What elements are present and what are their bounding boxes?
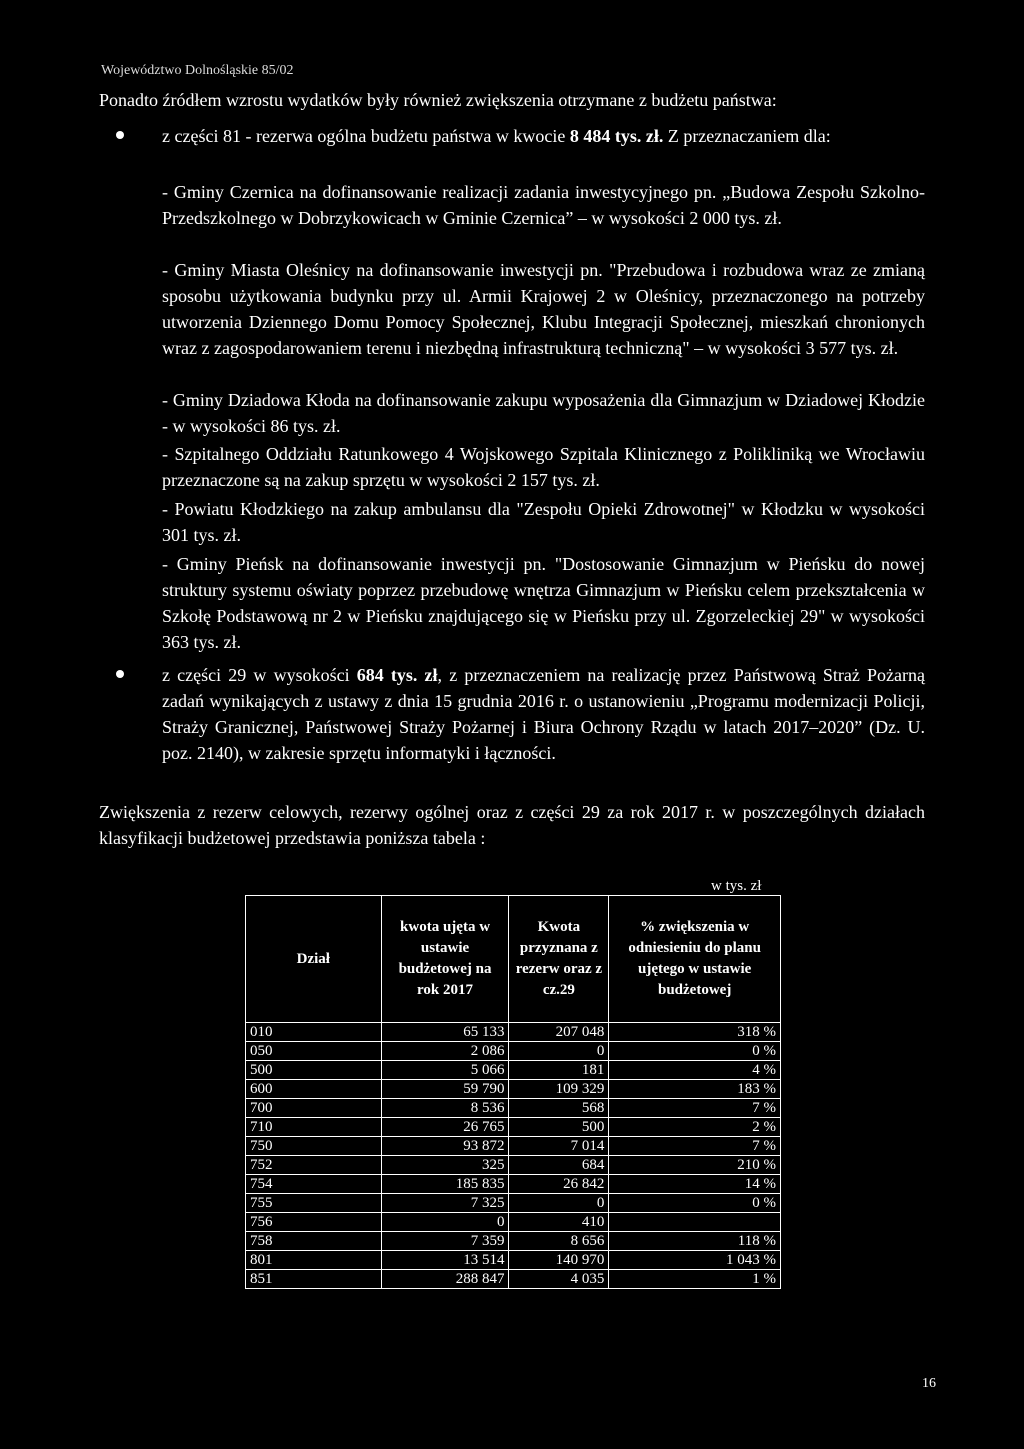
table-row: [246, 1042, 781, 1061]
table-cell: 2 086: [381, 1042, 509, 1061]
table-cell: 5 066: [381, 1061, 509, 1080]
table-cell: 1 %: [609, 1270, 781, 1289]
table-row: [246, 1061, 781, 1080]
table-cell: 0: [509, 1194, 609, 1213]
allocation-item: - Szpitalnego Oddziału Ratunkowego 4 Wojskowego Szpitala Klinicznego z Polikliniką we Wrocławiu przeznaczone są na zakup sprzętu w wysokości 2 157 tys. zł.: [162, 444, 925, 490]
table-row: [246, 1232, 781, 1251]
bullet-paragraph-1: [162, 123, 925, 149]
table-cell: 0 %: [609, 1194, 781, 1213]
table-cell: 13 514: [381, 1251, 509, 1270]
table-cell: 0: [509, 1042, 609, 1061]
budget-table: [245, 895, 781, 1289]
table-unit-label: w tys. zł: [711, 878, 762, 894]
header-kwota-przyznana: Kwota przyznana z rezerw oraz z cz.29: [509, 896, 609, 1023]
table-cell: 8 656: [509, 1232, 609, 1251]
table-cell: 7 325: [381, 1194, 509, 1213]
table-cell: 183 %: [609, 1080, 781, 1099]
bullet1-amount: 8 484 tys. zł.: [569, 126, 664, 146]
allocation-item: - Gminy Miasta Oleśnicy na dofinansowanie inwestycji pn. "Przebudowa i rozbudowa wraz ze zmianą sposobu użytkowania budynku przy ul. Armii Krajowej 2 w Oleśnicy, przeznaczonego na potrzeby utworzenia Dziennego Domu Pomocy Społecznej, Klubu Integracji Społecznej, mieszkań chronionych wraz z zagospodarowaniem terenu i niezbędną infrastrukturą techniczną" – w wysokości 3 577 tys. zł.: [162, 260, 925, 358]
bullet2-post: , z przeznaczeniem na realizację przez Państwową Straż Pożarną zadań wynikających z ustawy z dnia 15 grudnia 2016 r. o ustanowieniu „Programu modernizacji Policji, Straży Granicznej, Państwowej Straży Pożarnej i Biura Ochrony Rządu w latach 2017–2020” (Dz. U. poz. 2140), w zakresie sprzętu informatyki i łączności.: [162, 665, 926, 763]
table-header-row: [246, 896, 781, 1023]
table-cell: 109 329: [509, 1080, 609, 1099]
table-cell: 4 %: [609, 1061, 781, 1080]
table-cell: 801: [246, 1251, 382, 1270]
table-cell: 8 536: [381, 1099, 509, 1118]
allocation-item: - Powiatu Kłodzkiego na zakup ambulansu dla "Zespołu Opieki Zdrowotnej" w Kłodzku w wysokości 301 tys. zł.: [162, 499, 925, 545]
bullet2-pre: z części 29 w wysokości: [162, 665, 357, 685]
table-cell: 140 970: [509, 1251, 609, 1270]
page-number: 16: [922, 1376, 936, 1391]
table-cell: 500: [246, 1061, 382, 1080]
allocation-item: - Gminy Pieńsk na dofinansowanie inwestycji pn. "Dostosowanie Gimnazjum w Pieńsku do nowej struktury systemu oświaty poprzez przebudowę wnętrza Gimnazjum w Pieńsku celem przekształcenia w Szkołę Podstawową nr 2 w Pieńsku znajdującego się w Pieńsku przy ul. Zgorzeleckiej 29" w wysokości 363 tys. zł.: [162, 554, 925, 652]
allocation-item: - Gminy Dziadowa Kłoda na dofinansowanie zakupu wyposażenia dla Gimnazjum w Dziadowej Kłodzie - w wysokości 86 tys. zł.: [162, 390, 925, 436]
table-cell: 568: [509, 1099, 609, 1118]
table-cell: 185 835: [381, 1175, 509, 1194]
page-header: Województwo Dolnośląskie 85/02: [101, 63, 294, 78]
table-cell: 752: [246, 1156, 382, 1175]
table-row: [246, 1175, 781, 1194]
table-cell: 4 035: [509, 1270, 609, 1289]
table-cell: 181: [509, 1061, 609, 1080]
table-cell: 2 %: [609, 1118, 781, 1137]
table-cell: 050: [246, 1042, 382, 1061]
table-cell: 59 790: [381, 1080, 509, 1099]
header-dzial: Dział: [246, 896, 382, 1023]
table-cell: 010: [246, 1023, 382, 1042]
table-cell: 755: [246, 1194, 382, 1213]
table-cell: 754: [246, 1175, 382, 1194]
table-cell: [609, 1213, 781, 1232]
table-row: [246, 1118, 781, 1137]
table-row: [246, 1194, 781, 1213]
bullet1-post: Z przeznaczaniem dla:: [663, 126, 831, 146]
table-cell: 851: [246, 1270, 382, 1289]
table-cell: 210 %: [609, 1156, 781, 1175]
table-cell: 7 %: [609, 1137, 781, 1156]
table-cell: 65 133: [381, 1023, 509, 1042]
table-cell: 207 048: [509, 1023, 609, 1042]
table-row: [246, 1080, 781, 1099]
table-cell: 600: [246, 1080, 382, 1099]
table-row: [246, 1270, 781, 1289]
bullet2-amount: 684 tys. zł: [356, 665, 438, 685]
table-cell: 1 043 %: [609, 1251, 781, 1270]
table-cell: 118 %: [609, 1232, 781, 1251]
table-cell: 0: [381, 1213, 509, 1232]
table-cell: 750: [246, 1137, 382, 1156]
table-cell: 756: [246, 1213, 382, 1232]
intro-text: Ponadto źródłem wzrostu wydatków były również zwiększenia otrzymane z budżetu państwa:: [99, 90, 777, 110]
table-row: [246, 1023, 781, 1042]
table-cell: 325: [381, 1156, 509, 1175]
table-cell: 318 %: [609, 1023, 781, 1042]
table-cell: 7 %: [609, 1099, 781, 1118]
bullet-paragraph-2: [162, 662, 925, 766]
header-procent: % zwiększenia w odniesieniu do planu ujętego w ustawie budżetowej: [609, 896, 781, 1023]
table-cell: 410: [509, 1213, 609, 1232]
header-kwota-ujeta: kwota ujęta w ustawie budżetowej na rok 2017: [381, 896, 509, 1023]
table-row: [246, 1213, 781, 1232]
table-cell: 14 %: [609, 1175, 781, 1194]
table-cell: 700: [246, 1099, 382, 1118]
table-row: [246, 1251, 781, 1270]
table-cell: 710: [246, 1118, 382, 1137]
table-cell: 7 014: [509, 1137, 609, 1156]
table-cell: 26 765: [381, 1118, 509, 1137]
table-row: [246, 1137, 781, 1156]
bullet-icon: [116, 670, 124, 678]
bullet-icon: [116, 131, 124, 139]
summary-text: Zwiększenia z rezerw celowych, rezerwy ogólnej oraz z części 29 za rok 2017 r. w poszczególnych działach klasyfikacji budżetowej przedstawia poniższa tabela :: [99, 802, 925, 848]
table-cell: 500: [509, 1118, 609, 1137]
table-body: [246, 1023, 781, 1289]
table-cell: 288 847: [381, 1270, 509, 1289]
table-row: [246, 1099, 781, 1118]
table-row: [246, 1156, 781, 1175]
table-cell: 93 872: [381, 1137, 509, 1156]
table-cell: 0 %: [609, 1042, 781, 1061]
table-cell: 684: [509, 1156, 609, 1175]
table-cell: 7 359: [381, 1232, 509, 1251]
table-cell: 26 842: [509, 1175, 609, 1194]
bullet1-pre: z części 81 - rezerwa ogólna budżetu państwa w kwocie: [162, 126, 570, 146]
allocation-item: - Gminy Czernica na dofinansowanie realizacji zadania inwestycyjnego pn. „Budowa Zespołu Szkolno-Przedszkolnego w Dobrzykowicach w Gminie Czernica” – w wysokości 2 000 tys. zł.: [162, 182, 925, 228]
table-cell: 758: [246, 1232, 382, 1251]
